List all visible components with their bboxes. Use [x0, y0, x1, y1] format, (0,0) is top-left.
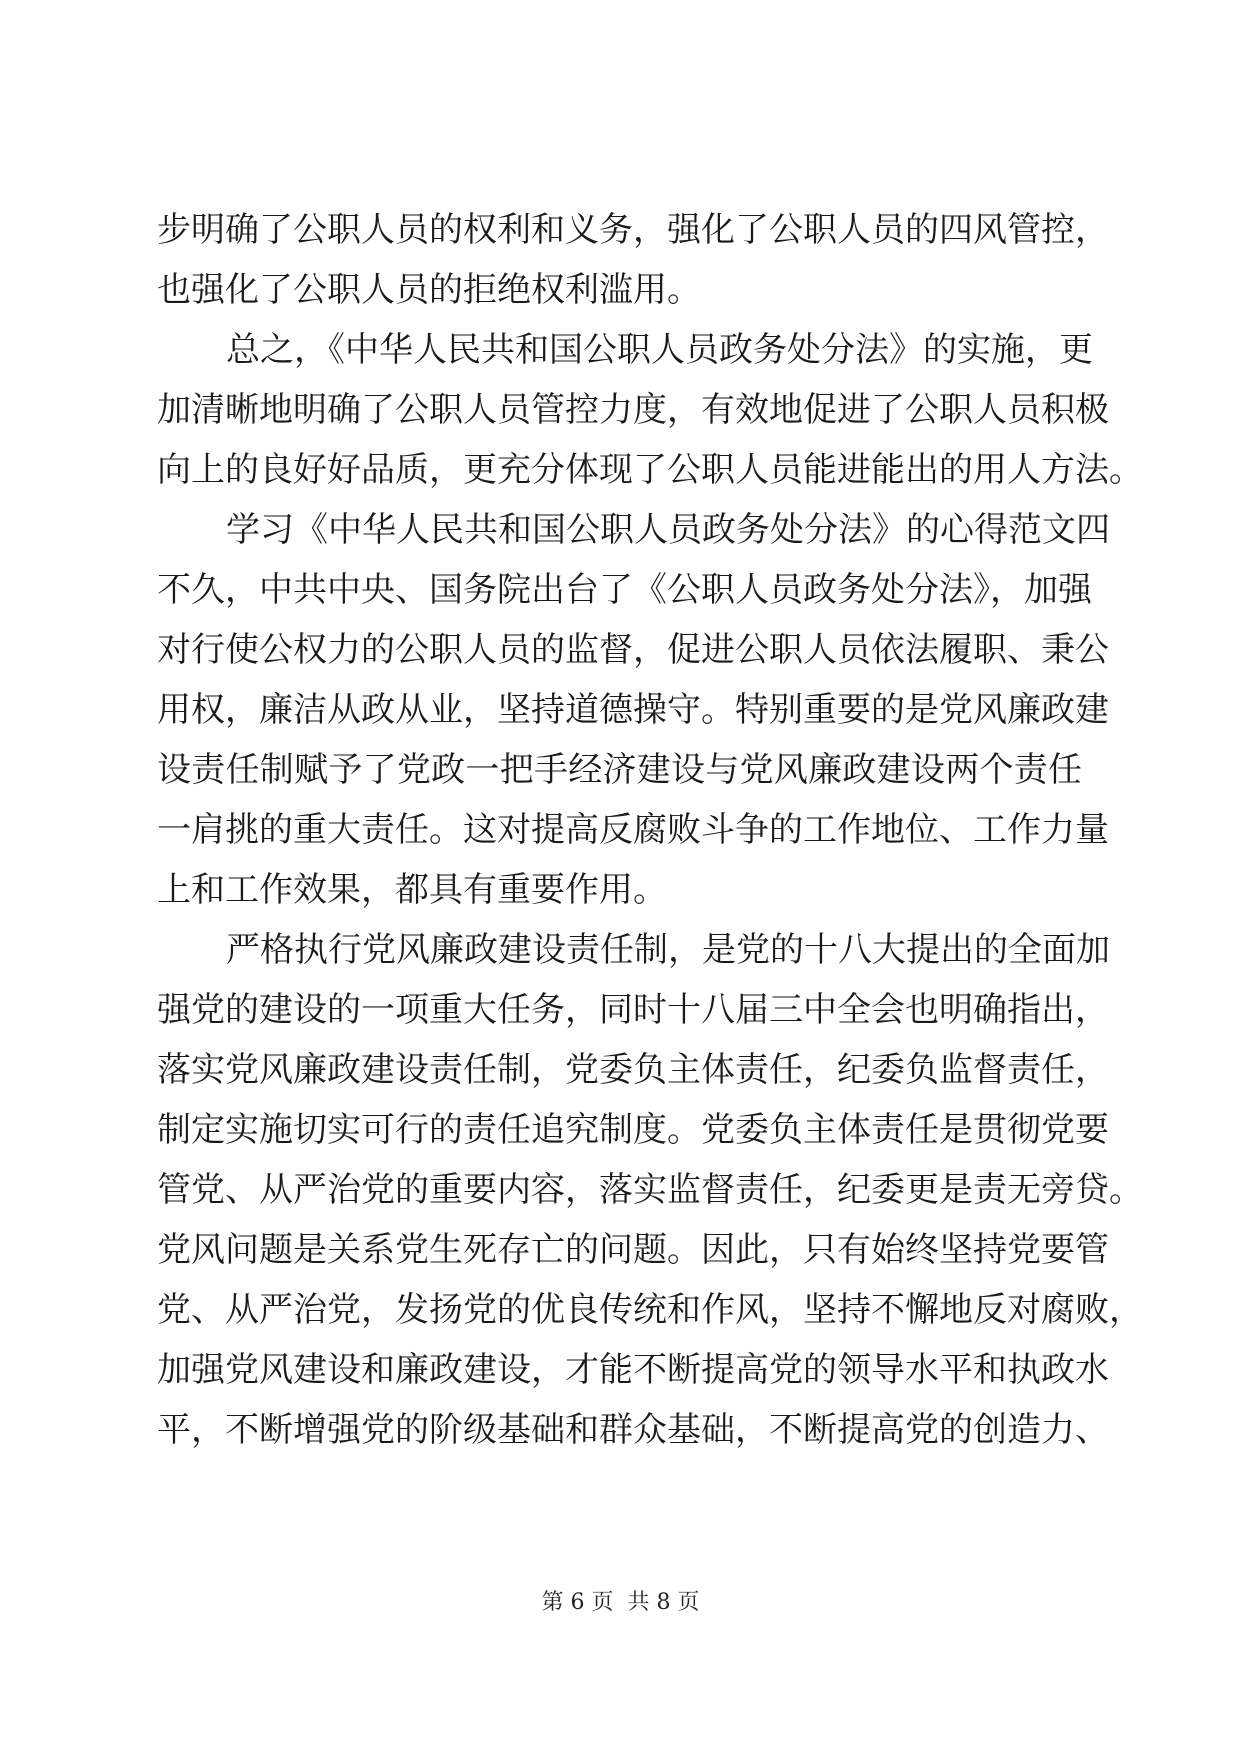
- page-footer: [0, 1586, 1241, 1620]
- text-line: [0, 380, 1241, 440]
- text-line: [0, 560, 1241, 620]
- text-line-content: 总之，《中华人民共和国公职人员政务处分法》的实施，更: [226, 330, 1093, 370]
- text-line-content: 用权，廉洁从政从业，坚持道德操守。特别重要的是党风廉政建: [157, 690, 1109, 730]
- text-line: [0, 1100, 1241, 1160]
- text-line-content: 向上的良好好品质，更充分体现了公职人员能进能出的用人方法。: [157, 450, 1143, 490]
- text-line-content: 平，不断增强党的阶级基础和群众基础，不断提高党的创造力、: [157, 1410, 1109, 1450]
- text-line: [0, 740, 1241, 800]
- section-heading: 学习《中华人民共和国公职人员政务处分法》的心得范文四: [226, 510, 1110, 550]
- text-line: [0, 920, 1241, 980]
- text-line: [0, 1220, 1241, 1280]
- text-line: [0, 260, 1241, 320]
- text-line: [0, 1400, 1241, 1460]
- text-line-content: 一肩挑的重大责任。这对提高反腐败斗争的工作地位、工作力量: [157, 810, 1109, 850]
- text-line-content: 不久，中共中央、国务院出台了《公职人员政务处分法》，加强: [157, 570, 1092, 610]
- text-line: [0, 200, 1241, 260]
- text-line-content: 党风问题是关系党生死存亡的问题。因此，只有始终坚持党要管: [157, 1230, 1109, 1270]
- text-line: [0, 1040, 1241, 1100]
- text-line-content: 步明确了公职人员的权利和义务，强化了公职人员的四风管控，: [157, 210, 1109, 250]
- text-line-content: 加强党风建设和廉政建设，才能不断提高党的领导水平和执政水: [157, 1350, 1109, 1390]
- text-line: [0, 620, 1241, 680]
- text-line-content: 落实党风廉政建设责任制，党委负主体责任，纪委负监督责任，: [157, 1050, 1109, 1090]
- text-line-content: 设责任制赋予了党政一把手经济建设与党风廉政建设两个责任: [157, 750, 1082, 790]
- text-line-content: 也强化了公职人员的拒绝权利滥用。: [157, 270, 701, 310]
- text-line: [0, 860, 1241, 920]
- text-line-content: 对行使公权力的公职人员的监督，促进公职人员依法履职、秉公: [157, 630, 1109, 670]
- text-line-content: 上和工作效果，都具有重要作用。: [157, 870, 667, 910]
- text-line: [0, 440, 1241, 500]
- text-line-content: 党、从严治党，发扬党的优良传统和作风，坚持不懈地反对腐败，: [157, 1290, 1143, 1330]
- text-line: [0, 680, 1241, 740]
- text-line-content: 加清晰地明确了公职人员管控力度，有效地促进了公职人员积极: [157, 390, 1109, 430]
- text-line: [0, 1160, 1241, 1220]
- text-line-content: 强党的建设的一项重大任务，同时十八届三中全会也明确指出，: [157, 990, 1109, 1030]
- page-number-total: 共 8 页: [627, 1590, 700, 1615]
- text-line-content: 制定实施切实可行的责任追究制度。党委负主体责任是贯彻党要: [157, 1110, 1109, 1150]
- text-line: [0, 800, 1241, 860]
- page-number-current: 第 6 页: [541, 1590, 614, 1615]
- text-line: [0, 1280, 1241, 1340]
- text-line-content: 严格执行党风廉政建设责任制，是党的十八大提出的全面加: [226, 930, 1110, 970]
- text-line: [0, 320, 1241, 380]
- section-heading-line: [0, 500, 1241, 560]
- text-line-content: 管党、从严治党的重要内容，落实监督责任，纪委更是责无旁贷。: [157, 1170, 1143, 1210]
- text-line: [0, 980, 1241, 1040]
- text-line: [0, 1340, 1241, 1400]
